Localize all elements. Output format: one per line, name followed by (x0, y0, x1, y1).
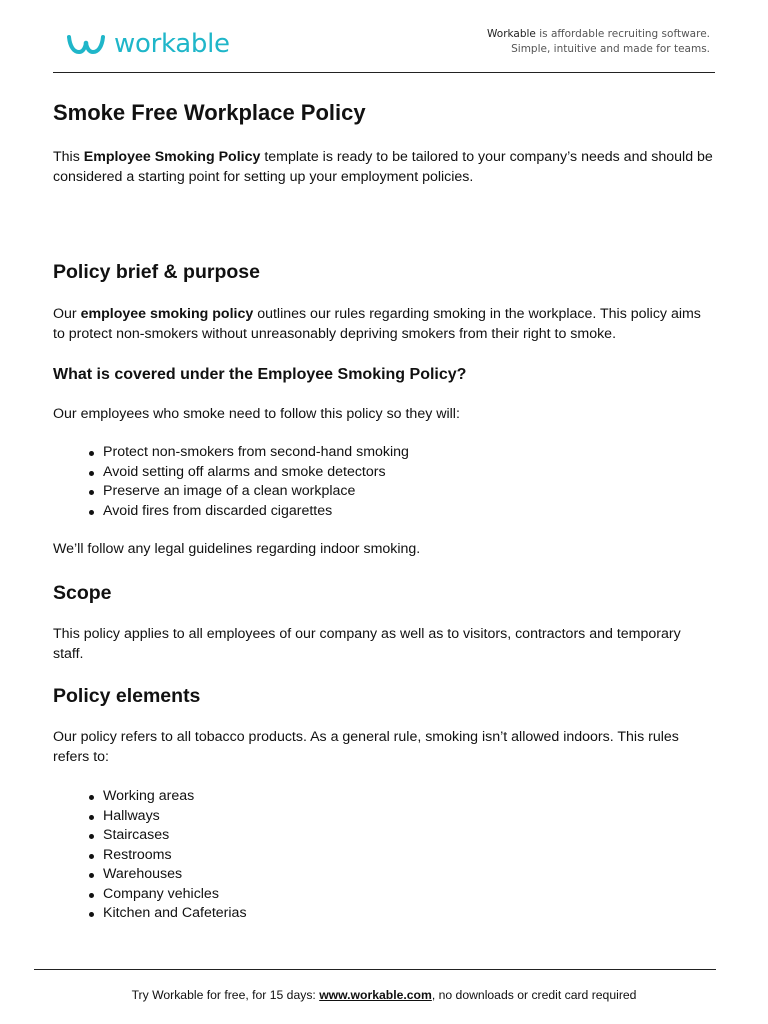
brief-bold: employee smoking policy (80, 306, 254, 322)
scope-heading: Scope (53, 582, 112, 604)
header-divider (53, 72, 715, 73)
tagline-line2: Simple, intuitive and made for teams. (511, 43, 710, 55)
list-item: Staircases (89, 826, 247, 846)
intro-prefix: This (53, 149, 84, 165)
list-item: Preserve an image of a clean workplace (89, 482, 409, 502)
brief-prefix: Our (53, 306, 81, 322)
intro-bold: Employee Smoking Policy (83, 149, 261, 165)
tagline-brand: Workable (487, 28, 536, 40)
brief-suffix: outlines our rules regarding smoking in the workplace. This policy aims to protect non-smokers without unreasonably depriving smokers from their right to smoke. (53, 306, 701, 342)
elements-lead: Our policy refers to all tobacco products. As a general rule, smoking isn’t allowed indoors. This rules refers to: (53, 729, 679, 765)
page-title: Smoke Free Workplace Policy (53, 100, 366, 125)
scope-paragraph: This policy applies to all employees of our company as well as to visitors, contractors and temporary staff. (53, 626, 681, 662)
workable-logo-icon (66, 31, 106, 57)
list-item: Protect non-smokers from second-hand smoking (89, 443, 409, 463)
list-item: Avoid setting off alarms and smoke detectors (89, 463, 409, 483)
footer-link[interactable]: www.workable.com (319, 988, 432, 1002)
brief-heading: Policy brief & purpose (53, 261, 260, 283)
footer-prefix: Try Workable for free, for 15 days: (131, 988, 320, 1002)
elements-heading: Policy elements (53, 685, 201, 707)
covered-list (89, 443, 409, 521)
intro-suffix: template is ready to be tailored to your company’s needs and should be considered a starting point for setting up your employment policies. (53, 149, 713, 185)
list-item: Restrooms (89, 846, 247, 866)
logo-text: workable (114, 29, 230, 59)
header-tagline (487, 27, 710, 57)
list-item: Hallways (89, 807, 247, 827)
brief-paragraph (53, 305, 715, 344)
tagline-line1: is affordable recruiting software. (535, 28, 710, 40)
covered-lead: Our employees who smoke need to follow this policy so they will: (53, 406, 460, 422)
page-header (0, 0, 768, 73)
workable-logo[interactable] (66, 28, 230, 60)
page-footer (0, 988, 768, 1002)
list-item: Warehouses (89, 865, 247, 885)
intro-paragraph (53, 148, 715, 187)
list-item: Kitchen and Cafeterias (89, 904, 247, 924)
footer-suffix: , no downloads or credit card required (431, 988, 637, 1002)
list-item: Avoid fires from discarded cigarettes (89, 502, 409, 522)
covered-heading: What is covered under the Employee Smoking Policy? (53, 366, 467, 383)
covered-closing: We’ll follow any legal guidelines regarding indoor smoking. (53, 541, 421, 557)
list-item: Company vehicles (89, 885, 247, 905)
list-item: Working areas (89, 787, 247, 807)
elements-list (89, 787, 247, 924)
footer-divider (34, 969, 716, 970)
